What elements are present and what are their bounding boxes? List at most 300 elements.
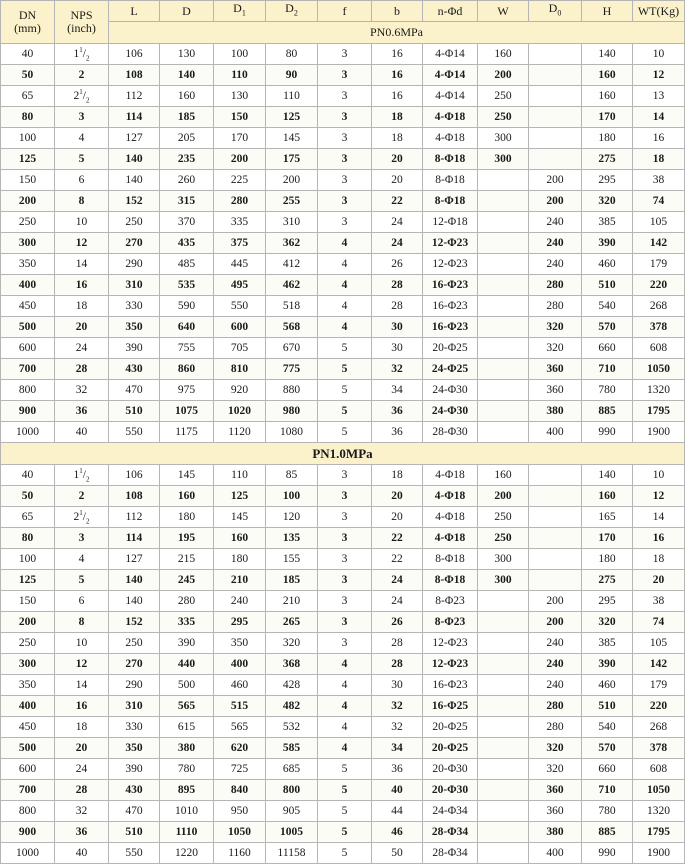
cell-d2: 568: [266, 317, 318, 338]
cell-d0: [529, 86, 582, 107]
cell-d0: [529, 528, 582, 549]
cell-d2: 428: [266, 675, 318, 696]
cell-d0: 200: [529, 612, 582, 633]
cell-wt: 268: [633, 717, 685, 738]
cell-h: 460: [582, 254, 633, 275]
cell-h: 160: [582, 486, 633, 507]
table-row: [1, 696, 685, 717]
cell-w: 160: [478, 465, 529, 486]
cell-h: 320: [582, 612, 633, 633]
table-row: [1, 401, 685, 422]
cell-d1: 125: [214, 486, 266, 507]
cell-l: 390: [109, 338, 160, 359]
cell-nd: 16-Φ25: [423, 696, 478, 717]
cell-d1: 100: [214, 44, 266, 65]
cell-wt: 10: [633, 44, 685, 65]
cell-d0: [529, 549, 582, 570]
cell-nd: 12-Φ23: [423, 633, 478, 654]
cell-b: 34: [372, 380, 423, 401]
cell-f: 3: [318, 633, 372, 654]
col-d1-base: D: [233, 1, 242, 16]
cell-nd: 12-Φ23: [423, 233, 478, 254]
cell-f: 5: [318, 801, 372, 822]
cell-d1: 810: [214, 359, 266, 380]
cell-w: 250: [478, 528, 529, 549]
cell-w: [478, 717, 529, 738]
cell-d: 755: [160, 338, 214, 359]
cell-d: 335: [160, 612, 214, 633]
cell-dn: 65: [1, 507, 55, 528]
cell-wt: 18: [633, 149, 685, 170]
cell-d: 160: [160, 86, 214, 107]
cell-nd: 8-Φ18: [423, 570, 478, 591]
cell-nps: 5: [55, 149, 109, 170]
cell-nps: 18: [55, 296, 109, 317]
cell-d0: 360: [529, 780, 582, 801]
table-row: [1, 317, 685, 338]
cell-d1: 840: [214, 780, 266, 801]
cell-d2: 200: [266, 170, 318, 191]
cell-d2: 80: [266, 44, 318, 65]
cell-l: 127: [109, 128, 160, 149]
col-d1: [214, 1, 266, 22]
cell-h: 385: [582, 633, 633, 654]
cell-wt: 105: [633, 212, 685, 233]
cell-d1: 460: [214, 675, 266, 696]
cell-w: 250: [478, 507, 529, 528]
cell-l: 108: [109, 65, 160, 86]
cell-nd: 12-Φ18: [423, 212, 478, 233]
cell-w: 250: [478, 107, 529, 128]
cell-dn: 450: [1, 296, 55, 317]
cell-h: 180: [582, 549, 633, 570]
table-row: [1, 717, 685, 738]
table-row: [1, 549, 685, 570]
cell-nd: 16-Φ23: [423, 296, 478, 317]
cell-dn: 500: [1, 738, 55, 759]
table-row: [1, 107, 685, 128]
table-row: [1, 254, 685, 275]
cell-nd: 4-Φ18: [423, 107, 478, 128]
cell-l: 350: [109, 317, 160, 338]
cell-nps: 28: [55, 359, 109, 380]
table-row: [1, 780, 685, 801]
cell-h: 780: [582, 380, 633, 401]
cell-wt: 142: [633, 233, 685, 254]
col-nps-line1: NPS: [70, 8, 93, 22]
cell-l: 114: [109, 107, 160, 128]
cell-dn: 150: [1, 170, 55, 191]
cell-d0: [529, 486, 582, 507]
cell-dn: 65: [1, 86, 55, 107]
cell-w: [478, 654, 529, 675]
cell-nps: 14: [55, 254, 109, 275]
cell-d0: 400: [529, 422, 582, 443]
cell-b: 40: [372, 780, 423, 801]
cell-f: 3: [318, 570, 372, 591]
cell-d: 370: [160, 212, 214, 233]
col-d0-sub: 0: [557, 8, 562, 18]
cell-b: 16: [372, 65, 423, 86]
cell-l: 290: [109, 254, 160, 275]
cell-d: 535: [160, 275, 214, 296]
table-row: [1, 44, 685, 65]
cell-wt: 142: [633, 654, 685, 675]
cell-d1: 240: [214, 591, 266, 612]
cell-d: 140: [160, 65, 214, 86]
cell-wt: 13: [633, 86, 685, 107]
cell-d0: 360: [529, 380, 582, 401]
cell-d: 1110: [160, 822, 214, 843]
cell-w: [478, 191, 529, 212]
cell-d1: 920: [214, 380, 266, 401]
cell-d0: 320: [529, 338, 582, 359]
cell-wt: 38: [633, 170, 685, 191]
cell-f: 3: [318, 191, 372, 212]
cell-nd: 28-Φ34: [423, 843, 478, 864]
cell-d2: 185: [266, 570, 318, 591]
cell-dn: 125: [1, 570, 55, 591]
cell-d1: 1050: [214, 822, 266, 843]
cell-f: 3: [318, 149, 372, 170]
cell-h: 160: [582, 86, 633, 107]
cell-dn: 100: [1, 128, 55, 149]
cell-h: 780: [582, 801, 633, 822]
cell-b: 24: [372, 591, 423, 612]
cell-d: 195: [160, 528, 214, 549]
cell-l: 330: [109, 717, 160, 738]
cell-d0: 240: [529, 654, 582, 675]
cell-w: [478, 317, 529, 338]
cell-nps: 24: [55, 338, 109, 359]
cell-wt: 74: [633, 612, 685, 633]
cell-d2: 670: [266, 338, 318, 359]
cell-d: 235: [160, 149, 214, 170]
cell-d2: 1080: [266, 422, 318, 443]
cell-f: 4: [318, 254, 372, 275]
cell-h: 320: [582, 191, 633, 212]
cell-h: 570: [582, 738, 633, 759]
cell-nps: 20: [55, 317, 109, 338]
cell-w: [478, 212, 529, 233]
cell-wt: 12: [633, 65, 685, 86]
cell-d1: 400: [214, 654, 266, 675]
cell-nps: 20: [55, 738, 109, 759]
cell-h: 460: [582, 675, 633, 696]
cell-f: 3: [318, 170, 372, 191]
cell-l: 510: [109, 822, 160, 843]
col-dn-line1: DN: [18, 8, 37, 22]
cell-d2: 255: [266, 191, 318, 212]
cell-d2: 210: [266, 591, 318, 612]
cell-wt: 1900: [633, 422, 685, 443]
cell-l: 310: [109, 275, 160, 296]
cell-dn: 900: [1, 401, 55, 422]
cell-d2: 135: [266, 528, 318, 549]
col-d2-base: D: [285, 1, 294, 16]
section-label-pn10: PN1.0MPa: [1, 443, 685, 465]
cell-d0: 280: [529, 717, 582, 738]
cell-dn: 800: [1, 380, 55, 401]
cell-d: 215: [160, 549, 214, 570]
cell-f: 5: [318, 422, 372, 443]
cell-d1: 295: [214, 612, 266, 633]
cell-nps: 14: [55, 675, 109, 696]
cell-d0: 320: [529, 759, 582, 780]
table-row: [1, 801, 685, 822]
cell-w: [478, 380, 529, 401]
cell-d: 1220: [160, 843, 214, 864]
cell-d1: 515: [214, 696, 266, 717]
cell-dn: 50: [1, 486, 55, 507]
cell-d0: 360: [529, 359, 582, 380]
cell-d2: 482: [266, 696, 318, 717]
cell-wt: 14: [633, 107, 685, 128]
cell-dn: 100: [1, 549, 55, 570]
cell-dn: 125: [1, 149, 55, 170]
cell-d2: 775: [266, 359, 318, 380]
cell-b: 28: [372, 275, 423, 296]
cell-dn: 400: [1, 275, 55, 296]
cell-d: 160: [160, 486, 214, 507]
cell-nps: 2: [55, 65, 109, 86]
cell-d0: [529, 149, 582, 170]
col-wt: WT(Kg): [633, 1, 685, 22]
cell-l: 350: [109, 738, 160, 759]
cell-h: 570: [582, 317, 633, 338]
cell-nps: 36: [55, 401, 109, 422]
cell-nd: 16-Φ23: [423, 275, 478, 296]
cell-d2: 120: [266, 507, 318, 528]
cell-h: 885: [582, 822, 633, 843]
cell-d: 565: [160, 696, 214, 717]
cell-dn: 700: [1, 359, 55, 380]
cell-d: 180: [160, 507, 214, 528]
cell-nps: 36: [55, 822, 109, 843]
cell-wt: 220: [633, 275, 685, 296]
cell-dn: 500: [1, 317, 55, 338]
table-row: [1, 128, 685, 149]
col-nps-line2: (inch): [67, 21, 96, 35]
cell-b: 46: [372, 822, 423, 843]
cell-d0: [529, 570, 582, 591]
cell-wt: 1795: [633, 401, 685, 422]
cell-nd: 20-Φ25: [423, 338, 478, 359]
cell-d0: 280: [529, 296, 582, 317]
cell-wt: 16: [633, 128, 685, 149]
table-row: [1, 65, 685, 86]
cell-nd: 28-Φ30: [423, 422, 478, 443]
table-row: [1, 149, 685, 170]
cell-dn: 80: [1, 528, 55, 549]
col-f: f: [318, 1, 372, 22]
cell-wt: 74: [633, 191, 685, 212]
cell-f: 5: [318, 359, 372, 380]
cell-d: 1010: [160, 801, 214, 822]
cell-d2: 90: [266, 65, 318, 86]
cell-dn: 150: [1, 591, 55, 612]
cell-nd: 12-Φ23: [423, 654, 478, 675]
cell-d2: 800: [266, 780, 318, 801]
cell-nps: 16: [55, 696, 109, 717]
cell-b: 24: [372, 212, 423, 233]
cell-wt: 179: [633, 254, 685, 275]
cell-d2: 175: [266, 149, 318, 170]
cell-b: 32: [372, 696, 423, 717]
cell-d: 500: [160, 675, 214, 696]
cell-h: 165: [582, 507, 633, 528]
cell-d0: 240: [529, 633, 582, 654]
cell-b: 44: [372, 801, 423, 822]
cell-f: 5: [318, 822, 372, 843]
cell-l: 250: [109, 633, 160, 654]
cell-wt: 38: [633, 591, 685, 612]
cell-d0: 320: [529, 738, 582, 759]
cell-h: 295: [582, 170, 633, 191]
cell-dn: 600: [1, 338, 55, 359]
cell-w: [478, 759, 529, 780]
cell-d2: 980: [266, 401, 318, 422]
cell-nps: 40: [55, 422, 109, 443]
cell-d: 975: [160, 380, 214, 401]
cell-wt: 1320: [633, 380, 685, 401]
cell-b: 16: [372, 86, 423, 107]
cell-w: [478, 275, 529, 296]
cell-l: 270: [109, 654, 160, 675]
cell-nps: 4: [55, 128, 109, 149]
cell-h: 710: [582, 780, 633, 801]
cell-nps: 32: [55, 801, 109, 822]
cell-b: 26: [372, 612, 423, 633]
cell-nd: 24-Φ34: [423, 801, 478, 822]
cell-h: 510: [582, 275, 633, 296]
cell-w: 200: [478, 486, 529, 507]
table-row: [1, 191, 685, 212]
table-row: [1, 212, 685, 233]
cell-nps: 8: [55, 612, 109, 633]
cell-nps: 10: [55, 633, 109, 654]
table-row: [1, 633, 685, 654]
cell-d2: 368: [266, 654, 318, 675]
cell-nd: 4-Φ18: [423, 507, 478, 528]
cell-nd: 4-Φ18: [423, 465, 478, 486]
cell-dn: 350: [1, 675, 55, 696]
cell-w: 300: [478, 570, 529, 591]
cell-d0: [529, 44, 582, 65]
cell-b: 20: [372, 149, 423, 170]
cell-wt: 608: [633, 759, 685, 780]
cell-w: 160: [478, 44, 529, 65]
col-d2: [266, 1, 318, 22]
cell-d1: 110: [214, 465, 266, 486]
col-d0-base: D: [548, 1, 558, 16]
cell-nd: 20-Φ30: [423, 759, 478, 780]
cell-f: 5: [318, 380, 372, 401]
cell-w: [478, 170, 529, 191]
cell-nd: 20-Φ25: [423, 738, 478, 759]
cell-nd: 20-Φ30: [423, 780, 478, 801]
cell-f: 5: [318, 338, 372, 359]
cell-dn: 250: [1, 212, 55, 233]
cell-nd: 24-Φ25: [423, 359, 478, 380]
cell-d: 130: [160, 44, 214, 65]
cell-b: 30: [372, 317, 423, 338]
cell-f: 3: [318, 86, 372, 107]
cell-wt: 1795: [633, 822, 685, 843]
cell-b: 20: [372, 507, 423, 528]
table-row: [1, 359, 685, 380]
cell-f: 4: [318, 654, 372, 675]
cell-l: 108: [109, 486, 160, 507]
cell-w: [478, 359, 529, 380]
cell-d0: [529, 107, 582, 128]
cell-dn: 1000: [1, 422, 55, 443]
cell-h: 990: [582, 843, 633, 864]
cell-d: 205: [160, 128, 214, 149]
cell-d1: 550: [214, 296, 266, 317]
col-nd: n-Φd: [423, 1, 478, 22]
cell-nps: $1^1/_2$: [55, 44, 109, 65]
cell-nd: 16-Φ23: [423, 317, 478, 338]
cell-b: 16: [372, 44, 423, 65]
cell-l: 290: [109, 675, 160, 696]
cell-d2: 85: [266, 465, 318, 486]
cell-w: [478, 233, 529, 254]
cell-nd: 8-Φ18: [423, 191, 478, 212]
cell-w: [478, 696, 529, 717]
table-row: [1, 675, 685, 696]
cell-w: [478, 612, 529, 633]
cell-f: 3: [318, 107, 372, 128]
table-row: [1, 612, 685, 633]
cell-b: 24: [372, 570, 423, 591]
cell-d2: 585: [266, 738, 318, 759]
cell-d0: 200: [529, 191, 582, 212]
table-row: [1, 86, 685, 107]
cell-d2: 155: [266, 549, 318, 570]
cell-d0: 200: [529, 170, 582, 191]
section-label-pn06: PN0.6MPa: [109, 22, 685, 44]
cell-f: 5: [318, 759, 372, 780]
cell-dn: 300: [1, 654, 55, 675]
cell-f: 3: [318, 44, 372, 65]
cell-d0: 200: [529, 591, 582, 612]
cell-w: 200: [478, 65, 529, 86]
cell-f: 4: [318, 275, 372, 296]
table-row: [1, 843, 685, 864]
cell-w: 250: [478, 86, 529, 107]
cell-wt: 179: [633, 675, 685, 696]
cell-w: [478, 843, 529, 864]
table-row: [1, 528, 685, 549]
cell-d1: 200: [214, 149, 266, 170]
cell-d1: 600: [214, 317, 266, 338]
table-row: [1, 338, 685, 359]
cell-f: 4: [318, 296, 372, 317]
cell-f: 3: [318, 465, 372, 486]
table-row: [1, 233, 685, 254]
cell-d1: 1120: [214, 422, 266, 443]
cell-d0: 320: [529, 317, 582, 338]
cell-l: 390: [109, 759, 160, 780]
cell-w: [478, 822, 529, 843]
cell-d1: 375: [214, 233, 266, 254]
cell-dn: 350: [1, 254, 55, 275]
section-body-pn10: [1, 465, 685, 864]
cell-d0: [529, 128, 582, 149]
cell-d0: 360: [529, 801, 582, 822]
cell-h: 510: [582, 696, 633, 717]
